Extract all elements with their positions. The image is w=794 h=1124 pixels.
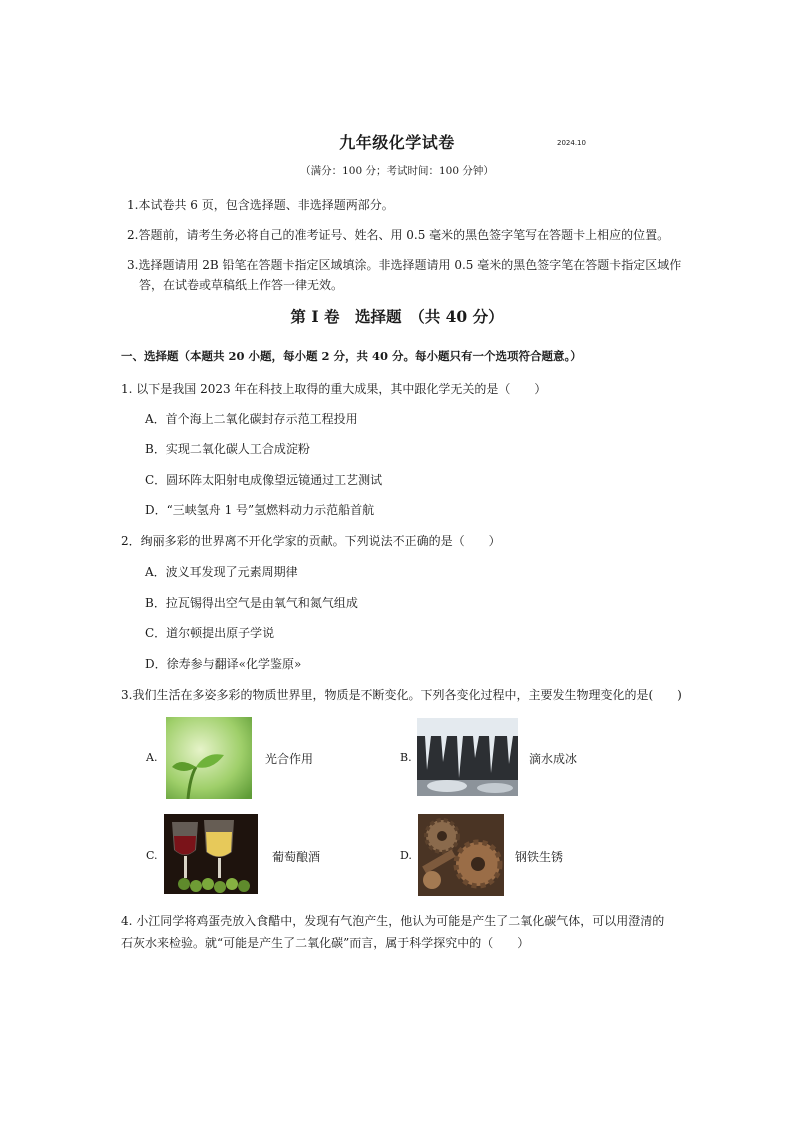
q3-option-a-label: 光合作用 <box>265 752 314 766</box>
exam-date: 2024.10 <box>557 139 586 147</box>
q2-option-b: B．拉瓦锡得出空气是由氧气和氮气组成 <box>145 596 358 610</box>
q3-option-b-label: 滴水成冰 <box>529 752 578 766</box>
section-title: 第 I 卷 选择题 （共 40 分） <box>290 307 504 326</box>
q1-option-d: D．“三峡氢舟 1 号”氢燃料动力示范船首航 <box>145 503 375 517</box>
q1-stem: 1. 以下是我国 2023 年在科技上取得的重大成果，其中跟化学无关的是（ ） <box>121 382 547 396</box>
q2-option-c: C．道尔顿提出原子学说 <box>145 626 275 640</box>
q3-option-d-letter: D. <box>400 849 412 862</box>
q3-stem: 3.我们生活在多姿多彩的物质世界里，物质是不断变化。下列各变化过程中，主要发生物理变化的是( ) <box>121 688 682 702</box>
note-3: 3.选择题请用 2B 铅笔在答题卡指定区域填涂。非选择题请用 0.5 毫米的黑色签字笔在答题卡指定区域作 <box>127 258 682 272</box>
part-heading: 一、选择题（本题共 20 小题，每小题 2 分，共 40 分。每小题只有一个选项符合题意。） <box>121 349 582 363</box>
seedling-photo-icon <box>166 717 252 799</box>
q3-option-b-letter: B. <box>400 751 412 764</box>
q1-option-b: B．实现二氧化碳人工合成淀粉 <box>145 442 310 456</box>
icicles-photo-icon <box>417 718 518 796</box>
rusty-gears-photo-icon <box>418 814 504 896</box>
q2-option-d: D．徐寿参与翻译«化学鉴原» <box>145 657 302 671</box>
note-2: 2.答题前，请考生务必将自己的准考证号、姓名、用 0.5 毫米的黑色签字笔写在答题卡上相应的位置。 <box>127 228 670 242</box>
exam-title: 九年级化学试卷 <box>339 133 455 152</box>
exam-subtitle: （满分：100 分；考试时间：100 分钟） <box>300 165 494 177</box>
q4-stem-line-2: 石灰水来检验。就“可能是产生了二氧化碳”而言，属于科学探究中的（ ） <box>121 936 530 950</box>
q2-stem: 2．绚丽多彩的世界离不开化学家的贡献。下列说法不正确的是（ ） <box>121 534 501 548</box>
q1-option-c: C．圆环阵太阳射电成像望远镜通过工艺测试 <box>145 473 383 487</box>
q4-stem-line-1: 4. 小江同学将鸡蛋壳放入食醋中，发现有气泡产生，他认为可能是产生了二氧化碳气体，可以用澄清的 <box>121 914 665 928</box>
q2-option-a: A．波义耳发现了元素周期律 <box>145 565 298 579</box>
q1-option-a: A．首个海上二氧化碳封存示范工程投用 <box>145 412 358 426</box>
q3-option-c-letter: C. <box>146 849 158 862</box>
q3-option-a-letter: A. <box>146 751 158 764</box>
note-1: 1.本试卷共 6 页，包含选择题、非选择题两部分。 <box>127 198 394 212</box>
note-3-continued: 答，在试卷或草稿纸上作答一律无效。 <box>139 278 344 292</box>
q3-option-d-label: 钢铁生锈 <box>515 850 564 864</box>
q3-option-c-label: 葡萄酿酒 <box>272 850 321 864</box>
wine-glasses-photo-icon <box>164 814 258 894</box>
